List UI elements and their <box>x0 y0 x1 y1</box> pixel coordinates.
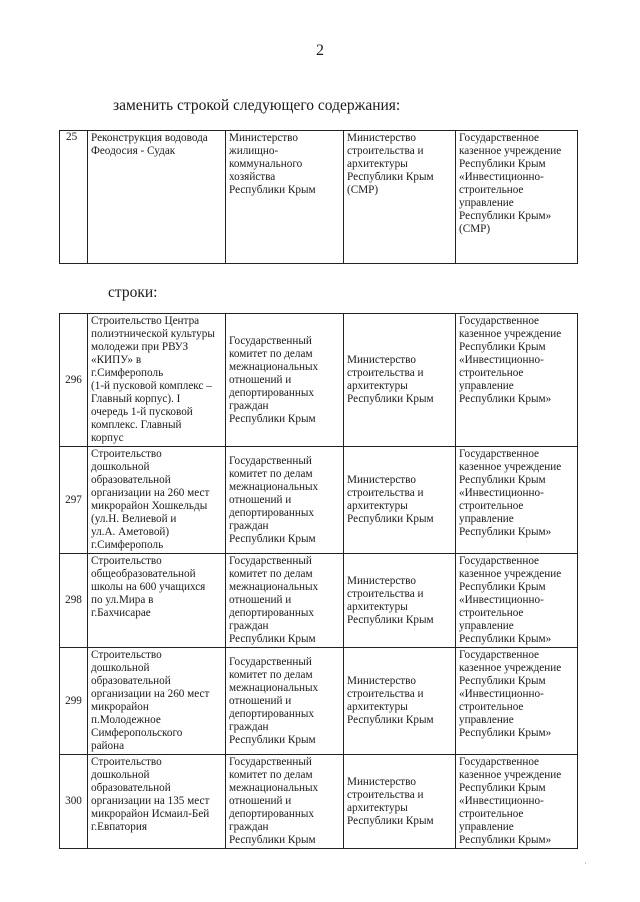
table-row <box>60 755 578 849</box>
table-row <box>60 554 578 648</box>
object-name: Строительство Центра полиэтнической культуры молодежи при РВУЗ «КИПУ» в г.Симферополь (1-й пусковой комплекс – Главный корпус). I очередь 1-й пусковой комплекс. Главный корпус <box>88 314 226 447</box>
intro-text: заменить строкой следующего содержания: <box>113 97 401 114</box>
ministry-name: Министерство строительства и архитектуры Республики Крым (СМР) <box>344 131 456 264</box>
page-number: 2 <box>316 42 324 59</box>
rows-table <box>59 313 578 849</box>
object-name: Строительство дошкольной образовательной организации на 135 мест микрорайон Исмаил-Бей г.Евпатория <box>88 755 226 849</box>
object-name: Строительство дошкольной образовательной организации на 260 мест микрорайон Хошкельды (ул.Н. Велиевой и ул.А. Аметовой) г.Симферополь <box>88 447 226 554</box>
customer-name: Государственный комитет по делам межнациональных отношений и депортированных граждан Республики Крым <box>226 554 344 648</box>
customer-name: Государственный комитет по делам межнациональных отношений и депортированных граждан Республики Крым <box>226 755 344 849</box>
agency-name: Государственное казенное учреждение Республики Крым «Инвестиционно- строительное управление Республики Крым» <box>456 648 578 755</box>
object-name: Строительство дошкольной образовательной организации на 260 мест микрорайон п.Молодежное Симферопольского района <box>88 648 226 755</box>
ministry-name: Министерство строительства и архитектуры Республики Крым <box>344 554 456 648</box>
ministry-name: Министерство строительства и архитектуры Республики Крым <box>344 314 456 447</box>
customer-name: Министерство жилищно- коммунального хозяйства Республики Крым <box>226 131 344 264</box>
agency-name: Государственное казенное учреждение Республики Крым «Инвестиционно- строительное управление Республики Крым» (СМР) <box>456 131 578 264</box>
ministry-name: Министерство строительства и архитектуры Республики Крым <box>344 447 456 554</box>
table-row <box>60 314 578 447</box>
object-name: Строительство общеобразовательной школы на 600 учащихся по ул.Мира в г.Бахчисарае <box>88 554 226 648</box>
rows-heading: строки: <box>108 284 158 301</box>
agency-name: Государственное казенное учреждение Республики Крым «Инвестиционно- строительное управление Республики Крым» <box>456 314 578 447</box>
agency-name: Государственное казенное учреждение Республики Крым «Инвестиционно- строительное управление Республики Крым» <box>456 755 578 849</box>
agency-name: Государственное казенное учреждение Республики Крым «Инвестиционно- строительное управление Республики Крым» <box>456 554 578 648</box>
table-row <box>60 131 578 264</box>
row-number: 25 <box>60 131 88 264</box>
row-number: 297 <box>60 447 88 554</box>
object-name: Реконструкция водовода Феодосия - Судак <box>88 131 226 264</box>
customer-name: Государственный комитет по делам межнациональных отношений и депортированных граждан Республики Крым <box>226 648 344 755</box>
row-number: 300 <box>60 755 88 849</box>
table-row <box>60 648 578 755</box>
row-number: 296 <box>60 314 88 447</box>
agency-name: Государственное казенное учреждение Республики Крым «Инвестиционно- строительное управление Республики Крым» <box>456 447 578 554</box>
replacement-table <box>59 130 578 264</box>
ministry-name: Министерство строительства и архитектуры Республики Крым <box>344 755 456 849</box>
row-number: 299 <box>60 648 88 755</box>
customer-name: Государственный комитет по делам межнациональных отношений и депортированных граждан Республики Крым <box>226 447 344 554</box>
table-row <box>60 447 578 554</box>
row-number: 298 <box>60 554 88 648</box>
customer-name: Государственный комитет по делам межнациональных отношений и депортированных граждан Республики Крым <box>226 314 344 447</box>
ministry-name: Министерство строительства и архитектуры Республики Крым <box>344 648 456 755</box>
scan-mark: · <box>584 858 587 868</box>
